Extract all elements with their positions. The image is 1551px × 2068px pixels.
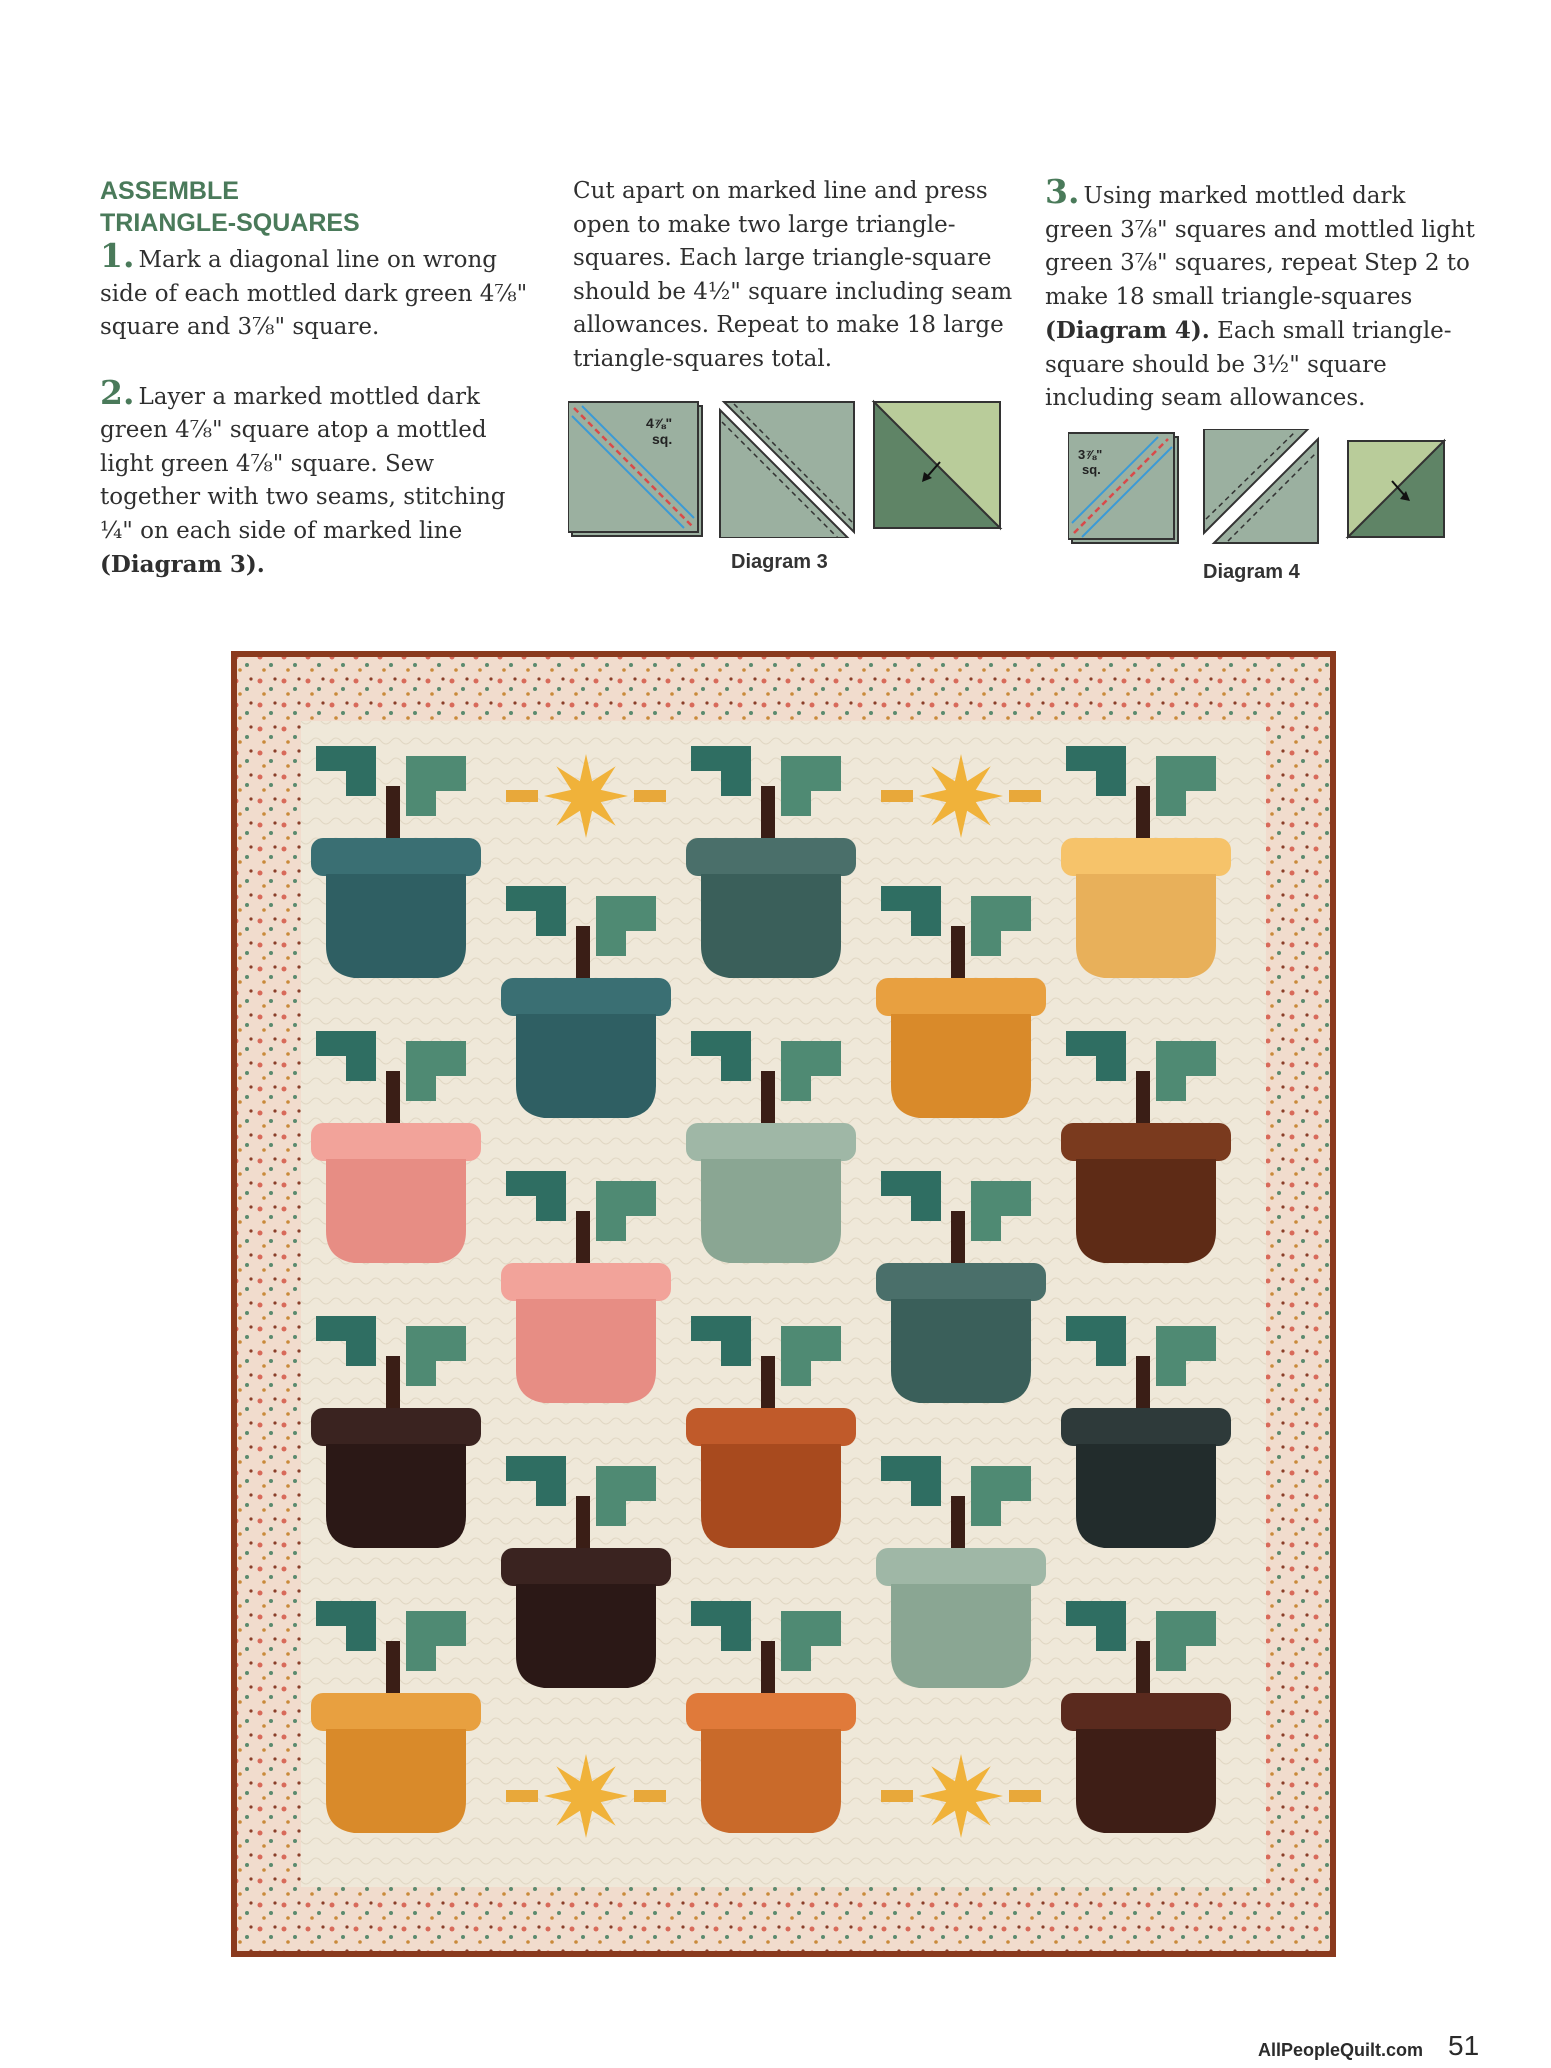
quilt-acorn-cap (686, 838, 856, 876)
quilt-acorn-cap (501, 978, 671, 1016)
step-3-number: 3. (1045, 172, 1080, 211)
quilt-stem (386, 1071, 400, 1126)
quilt-acorn-body (891, 1584, 1031, 1688)
quilt-star (544, 754, 628, 838)
step-2-continued: Cut apart on marked line and press open to make two large triangle-squares. Each large triangle-square should be 4½" square including seam allowances. Repeat to make 18 large triangle-squares total. (573, 178, 1013, 372)
quilt-star-bar (634, 1790, 666, 1802)
quilt-star-bar (881, 790, 913, 802)
quilt-acorn-cap (686, 1123, 856, 1161)
section-heading-line1: ASSEMBLE (100, 177, 239, 205)
step-1-number: 1. (100, 236, 135, 275)
quilt-acorn-cap (876, 978, 1046, 1016)
step-2-text: Layer a marked mottled dark green 4⅞" square atop a mottled light green 4⅞" square. Sew together with two seams, stitching ¼" on each side of marked line (100, 383, 506, 544)
quilt-acorn-cap (501, 1548, 671, 1586)
quilt-acorn-cap (1061, 838, 1231, 876)
page-number: 51 (1448, 2030, 1480, 2061)
quilt-stem (386, 1641, 400, 1696)
quilt-stem (761, 1641, 775, 1696)
step-1-text: Mark a diagonal line on wrong side of each mottled dark green 4⅞" square and 3⅞" square. (100, 247, 528, 340)
quilt-star-bar (1009, 790, 1041, 802)
diagram-4-size-line1: 3⅞" (1078, 447, 1103, 462)
diagram-4-stacked-squares (1068, 433, 1178, 543)
diagram-4-triangle-square (1348, 441, 1444, 537)
quilt-star-bar (881, 1790, 913, 1802)
step-3-text-a: Using marked mottled dark green 3⅞" squares and mottled light green 3⅞" squares, repeat Step 2 to make 18 small triangle-squares (1045, 183, 1475, 310)
quilt-acorn-cap (686, 1693, 856, 1731)
quilt-acorn-cap (1061, 1408, 1231, 1446)
quilt-acorn-body (516, 1584, 656, 1688)
quilt-acorn-cap (501, 1263, 671, 1301)
quilt-stem (951, 1496, 965, 1551)
quilt-acorn-body (701, 1159, 841, 1263)
quilt-acorn-cap (311, 1123, 481, 1161)
quilt-acorn-body (326, 874, 466, 978)
step-3-diagram-ref: (Diagram 4). (1045, 317, 1210, 344)
step-2 (100, 372, 540, 583)
quilt-acorn-body (1076, 1444, 1216, 1548)
quilt-acorn-body (701, 874, 841, 978)
quilt-photo (231, 651, 1336, 1957)
quilt-acorn-cap (311, 1408, 481, 1446)
diagram-4-cut-pieces (1204, 429, 1318, 543)
quilt-acorn-cap (876, 1263, 1046, 1301)
quilt-acorn-body (516, 1014, 656, 1118)
quilt-stem (386, 786, 400, 841)
quilt-stem (761, 786, 775, 841)
quilt-star-bar (506, 790, 538, 802)
diagram-4-label: Diagram 4 (1203, 561, 1300, 583)
quilt-stem (1136, 786, 1150, 841)
quilt-acorn-body (326, 1159, 466, 1263)
quilt-acorn-body (891, 1299, 1031, 1403)
quilt-acorn-body (326, 1444, 466, 1548)
column-2 (573, 175, 1013, 376)
quilt-stem (951, 926, 965, 981)
quilt-acorn-cap (1061, 1123, 1231, 1161)
quilt-stem (951, 1211, 965, 1266)
quilt-stem (761, 1071, 775, 1126)
diagram-3-size-line2: sq. (652, 431, 673, 447)
quilt-acorn-body (516, 1299, 656, 1403)
quilt-stem (1136, 1641, 1150, 1696)
quilt-acorn-cap (1061, 1693, 1231, 1731)
quilt-star (919, 754, 1003, 838)
quilt-stem (1136, 1356, 1150, 1411)
diagram-4-size-line2: sq. (1082, 462, 1101, 477)
step-1 (100, 236, 540, 345)
diagram-3-label: Diagram 3 (731, 551, 828, 573)
quilt-stem (1136, 1071, 1150, 1126)
step-2-number: 2. (100, 372, 135, 412)
quilt-acorn-body (891, 1014, 1031, 1118)
step-3 (1045, 172, 1475, 416)
diagram-4 (1068, 429, 1446, 549)
quilt-acorn-body (701, 1444, 841, 1548)
quilt-star (544, 1754, 628, 1838)
quilt-acorn-cap (311, 838, 481, 876)
diagram-3-cut-pieces (720, 402, 854, 538)
quilt-star (919, 1754, 1003, 1838)
quilt-acorn-body (1076, 1159, 1216, 1263)
quilt-acorn-body (326, 1729, 466, 1833)
diagram-3-size-line1: 4⅞" (646, 415, 673, 431)
step-2-diagram-ref: (Diagram 3). (100, 551, 265, 578)
quilt-acorn-body (1076, 1729, 1216, 1833)
quilt-stem (576, 926, 590, 981)
quilt-acorn-cap (686, 1408, 856, 1446)
quilt-stem (576, 1211, 590, 1266)
diagram-3 (568, 398, 1004, 538)
quilt-star-bar (1009, 1790, 1041, 1802)
quilt-star-bar (506, 1790, 538, 1802)
section-heading-line2: TRIANGLE-SQUARES (100, 209, 360, 237)
quilt-stem (761, 1356, 775, 1411)
quilt-acorn-body (701, 1729, 841, 1833)
column-3 (1045, 172, 1475, 416)
quilt-stem (576, 1496, 590, 1551)
diagram-3-stacked-squares (568, 402, 702, 536)
column-1 (100, 175, 540, 583)
footer-site: AllPeopleQuilt.com (1258, 2040, 1424, 2060)
quilt-stem (386, 1356, 400, 1411)
quilt-acorn-cap (876, 1548, 1046, 1586)
quilt-acorn-cap (311, 1693, 481, 1731)
diagram-3-triangle-square (874, 402, 1000, 528)
step-3-text-b: Each small triangle-square should be 3½" square including seam allowances. (1045, 318, 1452, 411)
quilt-acorn-body (1076, 874, 1216, 978)
quilt-star-bar (634, 790, 666, 802)
